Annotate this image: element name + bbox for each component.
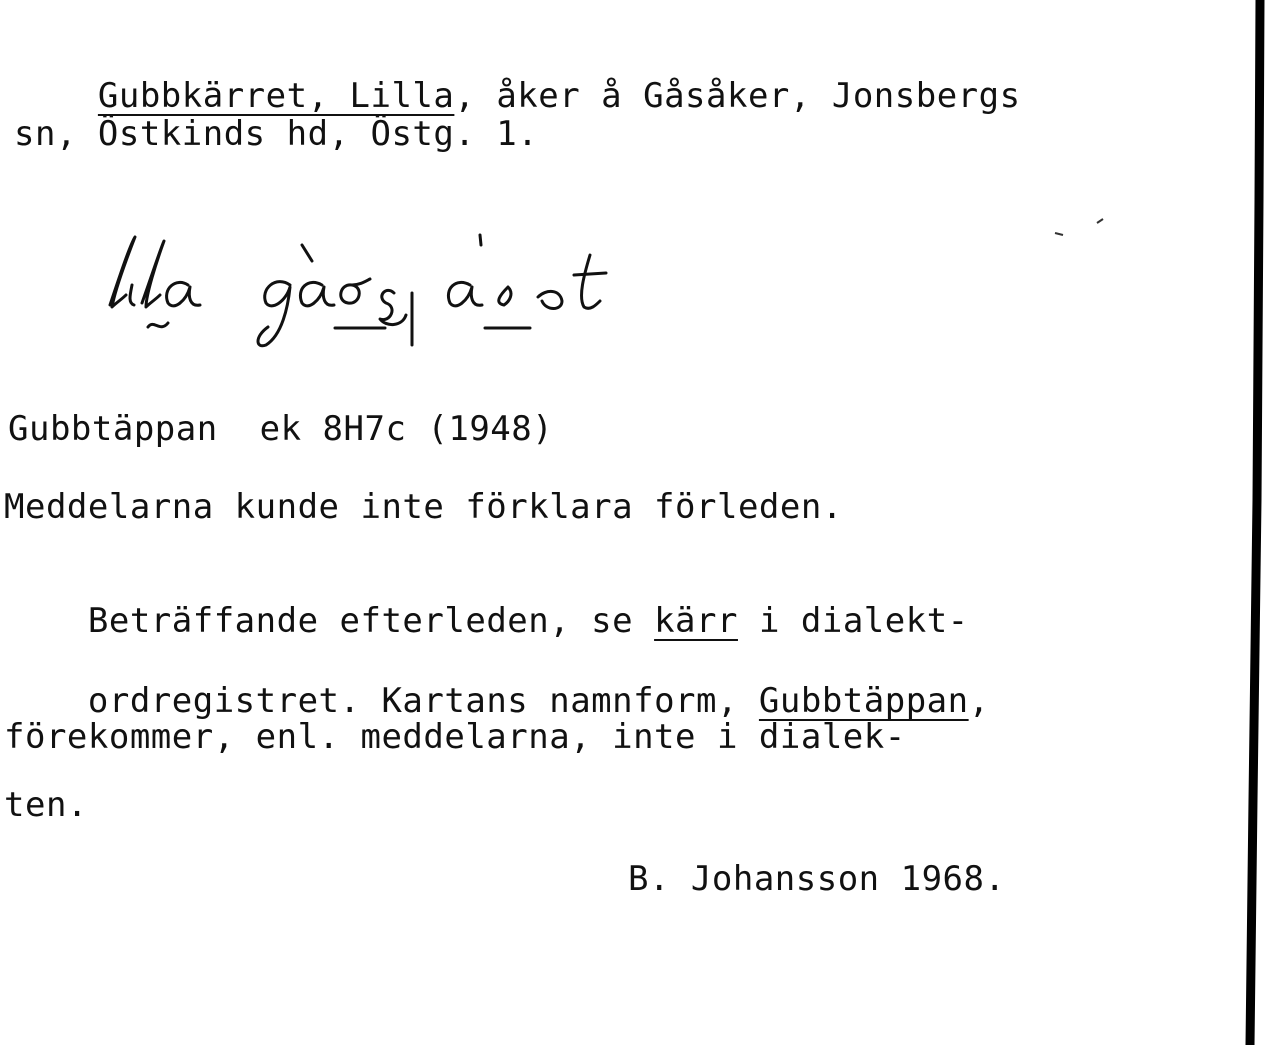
body-line-3-tail: , (968, 681, 990, 721)
place-description: , åker å Gåsåker, Jonsbergs (454, 76, 1021, 116)
map-name-form: Gubbtäppan (758, 681, 969, 721)
body-line-5: ten. (4, 785, 88, 825)
body-line-2-text: Beträffande efterleden, se (87, 601, 655, 641)
body-line-4: förekommer, enl. meddelarna, inte i dialek- (4, 717, 906, 757)
place-name: Gubbkärret, Lilla (97, 76, 455, 116)
cross-reference-karr: kärr (654, 601, 738, 641)
ink-specks (1045, 205, 1125, 245)
signature: B. Johansson 1968. (628, 859, 1006, 899)
map-reference: Gubbtäppan ek 8H7c (1948) (8, 409, 554, 449)
body-line-3-text: ordregistret. Kartans namnform, (87, 681, 759, 721)
body-line-1: Meddelarna kunde inte förklara förleden. (4, 487, 843, 527)
handwritten-pronunciation (90, 215, 650, 355)
body-line-2-tail: i dialekt- (737, 601, 969, 641)
card-edge-line (1210, 0, 1270, 1045)
header-line-2: sn, Östkinds hd, Östg. 1. (14, 114, 539, 154)
